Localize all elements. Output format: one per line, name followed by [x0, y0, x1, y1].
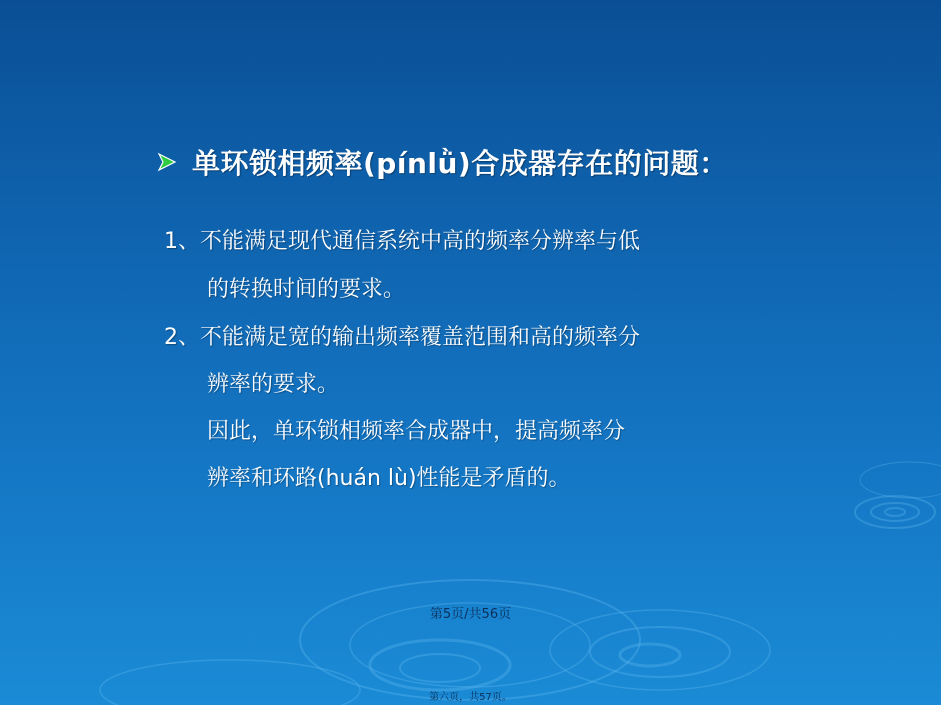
- body-line-3: 2、不能满足宽的输出频率覆盖范围和高的频率分: [164, 325, 640, 350]
- body-line-5: 因此，单环锁相频率合成器中，提高频率分: [207, 419, 626, 444]
- page-number: 第5页/共56页: [429, 607, 512, 622]
- body-line-6: 辨率和环路(huán lù)性能是矛盾的。: [207, 466, 571, 491]
- body-line-4: 辨率的要求。: [207, 372, 340, 397]
- page-number-footer: 第六页，共57页。: [429, 692, 512, 703]
- slide-title: 单环锁相频率(pínlǜ)合成器存在的问题：: [192, 147, 728, 180]
- body-line-1: 1、不能满足现代通信系统中高的频率分辨率与低: [164, 229, 640, 254]
- arrow-bullet-icon: [156, 151, 178, 173]
- title-row: [156, 140, 728, 184]
- body-line-2: 的转换时间的要求。: [207, 277, 406, 302]
